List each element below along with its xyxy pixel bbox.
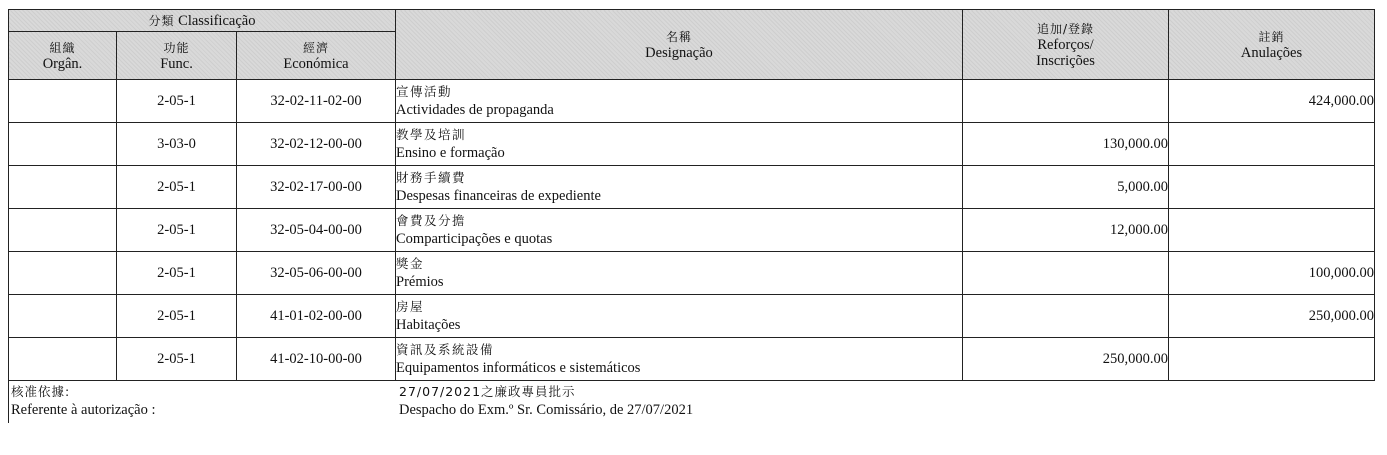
table-body	[9, 80, 1375, 381]
designation-pt: Despesas financeiras de expediente	[396, 188, 601, 204]
econ-cell: 32-02-11-02-00	[237, 80, 396, 123]
designation-zh: 名稱	[665, 29, 692, 44]
reinforcement-pt2: Inscrições	[1036, 52, 1095, 69]
table-header	[9, 10, 1375, 80]
reinforcement-cell	[963, 252, 1169, 295]
designation-pt: Designação	[645, 44, 713, 61]
annulment-cell: 424,000.00	[1169, 80, 1375, 123]
table-row	[9, 80, 1375, 123]
func-cell: 2-05-1	[117, 252, 237, 295]
designation-cell	[396, 80, 963, 123]
econ-cell: 32-05-04-00-00	[237, 209, 396, 252]
func-zh: 功能	[163, 40, 190, 55]
designation-cell	[396, 338, 963, 381]
designation-pt: Comparticipações e quotas	[396, 231, 553, 247]
annulment-cell: 100,000.00	[1169, 252, 1375, 295]
organ-cell	[9, 295, 117, 338]
func-cell: 2-05-1	[117, 209, 237, 252]
reinforcement-cell	[963, 80, 1169, 123]
budget-document	[8, 9, 1374, 423]
footer-text-zh: 27/07/2021之廉政專員批示	[399, 384, 576, 399]
organ-pt: Orgân.	[42, 55, 83, 72]
designation-cell	[396, 166, 963, 209]
organ-cell	[9, 80, 117, 123]
designation-header	[396, 10, 963, 80]
footer-label	[11, 383, 156, 419]
designation-zh: 教學及培訓	[396, 127, 467, 142]
footer	[8, 381, 1375, 423]
table-row	[9, 166, 1375, 209]
designation-pt: Ensino e formação	[396, 145, 505, 161]
organ-cell	[9, 123, 117, 166]
organ-cell	[9, 166, 117, 209]
budget-table	[8, 9, 1375, 381]
table-row	[9, 209, 1375, 252]
annulment-zh: 註銷	[1258, 29, 1285, 44]
designation-zh: 資訊及系統設備	[396, 342, 495, 357]
designation-zh: 宣傳活動	[396, 84, 453, 99]
econ-cell: 41-02-10-00-00	[237, 338, 396, 381]
designation-cell	[396, 209, 963, 252]
func-cell: 2-05-1	[117, 80, 237, 123]
designation-cell	[396, 295, 963, 338]
table-row	[9, 252, 1375, 295]
reinforcement-cell: 250,000.00	[963, 338, 1169, 381]
reinforcement-header	[963, 10, 1169, 80]
reinforcement-cell	[963, 295, 1169, 338]
annulment-cell	[1169, 338, 1375, 381]
footer-label-zh: 核准依據:	[11, 384, 71, 399]
reinforcement-pt1: Reforços/	[1037, 36, 1094, 53]
econ-zh: 經濟	[302, 40, 329, 55]
classification-pt: Classificação	[178, 12, 256, 29]
designation-zh: 房屋	[396, 299, 425, 314]
designation-zh: 財務手續費	[396, 170, 467, 185]
reinforcement-zh: 追加/登錄	[1036, 21, 1095, 36]
annulment-cell	[1169, 166, 1375, 209]
table-row	[9, 123, 1375, 166]
func-cell: 2-05-1	[117, 338, 237, 381]
organ-cell	[9, 338, 117, 381]
designation-cell	[396, 252, 963, 295]
econ-pt: Económica	[283, 55, 349, 72]
annulment-header	[1169, 10, 1375, 80]
footer-label-pt: Referente à autorização :	[11, 402, 156, 418]
designation-zh: 獎金	[396, 256, 425, 271]
annulment-cell	[1169, 123, 1375, 166]
footer-text-pt: Despacho do Exm.º Sr. Comissário, de 27/07/2021	[399, 402, 694, 418]
designation-pt: Habitações	[396, 317, 461, 333]
func-cell: 2-05-1	[117, 295, 237, 338]
organ-cell	[9, 209, 117, 252]
econ-cell: 32-02-12-00-00	[237, 123, 396, 166]
designation-pt: Equipamentos informáticos e sistemáticos	[396, 360, 641, 376]
table-row	[9, 295, 1375, 338]
classification-zh: 分類	[148, 13, 175, 28]
designation-pt: Prémios	[396, 274, 444, 290]
econ-cell: 41-01-02-00-00	[237, 295, 396, 338]
econ-header	[237, 32, 396, 80]
econ-cell: 32-02-17-00-00	[237, 166, 396, 209]
classification-header	[9, 10, 396, 32]
reinforcement-cell: 130,000.00	[963, 123, 1169, 166]
reinforcement-cell: 5,000.00	[963, 166, 1169, 209]
footer-text	[399, 383, 693, 419]
designation-cell	[396, 123, 963, 166]
func-cell: 2-05-1	[117, 166, 237, 209]
econ-cell: 32-05-06-00-00	[237, 252, 396, 295]
designation-zh: 會費及分擔	[396, 213, 467, 228]
organ-header	[9, 32, 117, 80]
organ-zh: 組織	[49, 40, 76, 55]
reinforcement-cell: 12,000.00	[963, 209, 1169, 252]
func-cell: 3-03-0	[117, 123, 237, 166]
designation-pt: Actividades de propaganda	[396, 102, 554, 118]
annulment-pt: Anulações	[1240, 44, 1303, 61]
func-header	[117, 32, 237, 80]
func-pt: Func.	[160, 55, 193, 72]
annulment-cell	[1169, 209, 1375, 252]
organ-cell	[9, 252, 117, 295]
annulment-cell: 250,000.00	[1169, 295, 1375, 338]
table-row	[9, 338, 1375, 381]
